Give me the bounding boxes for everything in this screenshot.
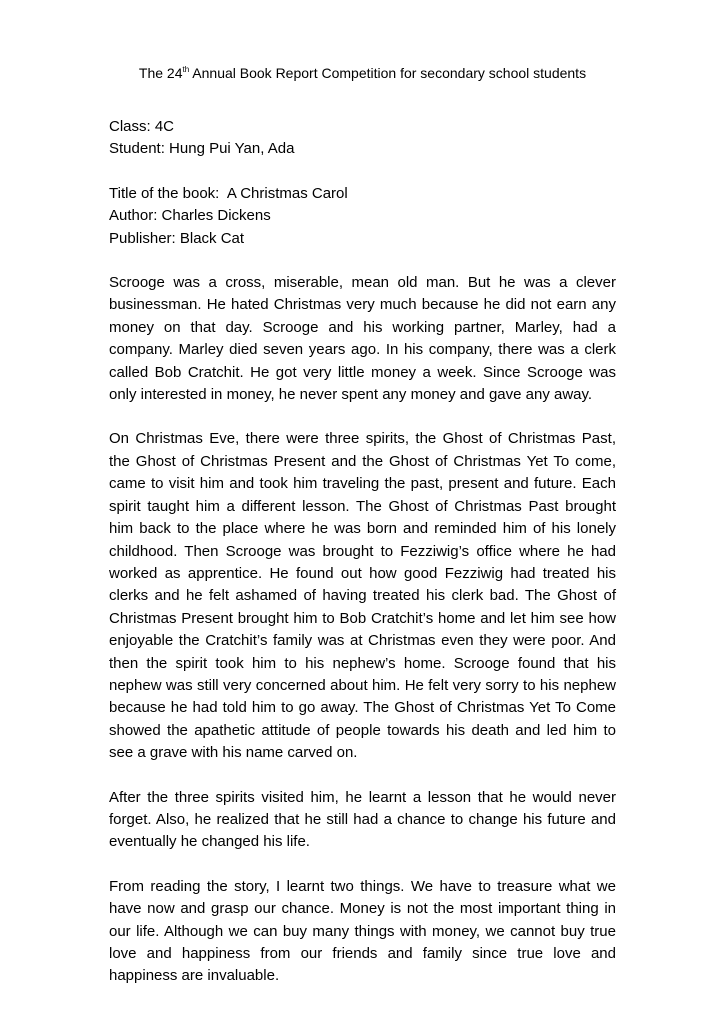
paragraph-reflection: From reading the story, I learnt two things. We have to treasure what we have now and grasp our chance. Money is not the most important thing in our life. Although we can buy many things with money, we cannot buy true love and happiness from our friends and family since true love and happiness are invaluable. <box>109 877 616 985</box>
book-title-value: A Christmas Carol <box>226 184 348 202</box>
author-label: Author: <box>109 207 162 225</box>
author-line <box>109 205 616 227</box>
paragraph-summary: Scrooge was a cross, miserable, mean old man. But he was a clever businessman. He hated Christmas very much because he did not earn any money on that day. Scrooge and his working partner, Marley, had a company. Marley died seven years ago. In his company, there was a clerk called Bob Cratchit. He got very little money a week. Since Scrooge was only interested in money, he never spent any money and gave any away. <box>109 274 616 404</box>
paragraph-lesson: After the three spirits visited him, he learnt a lesson that he would never forget. Also, he realized that he still had a chance to change his future and eventually he changed his life. <box>109 788 616 851</box>
publisher-line <box>109 228 616 250</box>
author-value: Charles Dickens <box>161 207 271 225</box>
book-title-line <box>109 183 616 205</box>
book-title-label: Title of the book: <box>109 184 227 202</box>
class-line <box>109 116 616 138</box>
student-value: Hung Pui Yan, Ada <box>169 140 295 158</box>
report-body <box>109 272 616 988</box>
class-label: Class: <box>109 118 155 135</box>
title-prefix: The 24 <box>138 65 183 81</box>
student-line <box>109 138 616 160</box>
title-superscript: th <box>182 65 190 74</box>
document-page <box>109 62 616 988</box>
title-suffix: Annual Book Report Competition for secondary school students <box>189 65 587 81</box>
publisher-value: Black Cat <box>179 229 245 247</box>
book-info <box>109 183 616 250</box>
paragraph-spirits: On Christmas Eve, there were three spirits, the Ghost of Christmas Past, the Ghost of Christmas Present and the Ghost of Christmas Yet To come, came to visit him and took him traveling the past, present and future. Each spirit taught him a different lesson. The Ghost of Christmas Past brought him back to the place where he was born and reminded him of his lonely childhood. Then Scrooge was brought to Fezziwig’s office where he had worked as apprentice. He found out how good Fezziwig had treated his clerks and he felt ashamed of having treated his clerk bad. The Ghost of Christmas Present brought him to Bob Cratchit’s home and let him see how enjoyable the Cratchit’s family was at Christmas even they were poor. And then the spirit took him to his nephew’s home. Scrooge found that his nephew was still very concerned about him. He felt very sorry to his nephew because he had told him to go away. The Ghost of Christmas Yet To Come showed the apathetic attitude of people towards his death and led him to see a grave with his name carved on. <box>109 430 616 762</box>
student-label: Student: <box>109 140 170 158</box>
publisher-label: Publisher: <box>109 229 180 247</box>
document-title <box>79 62 646 84</box>
student-info <box>109 116 616 161</box>
class-value: 4C <box>154 118 175 135</box>
